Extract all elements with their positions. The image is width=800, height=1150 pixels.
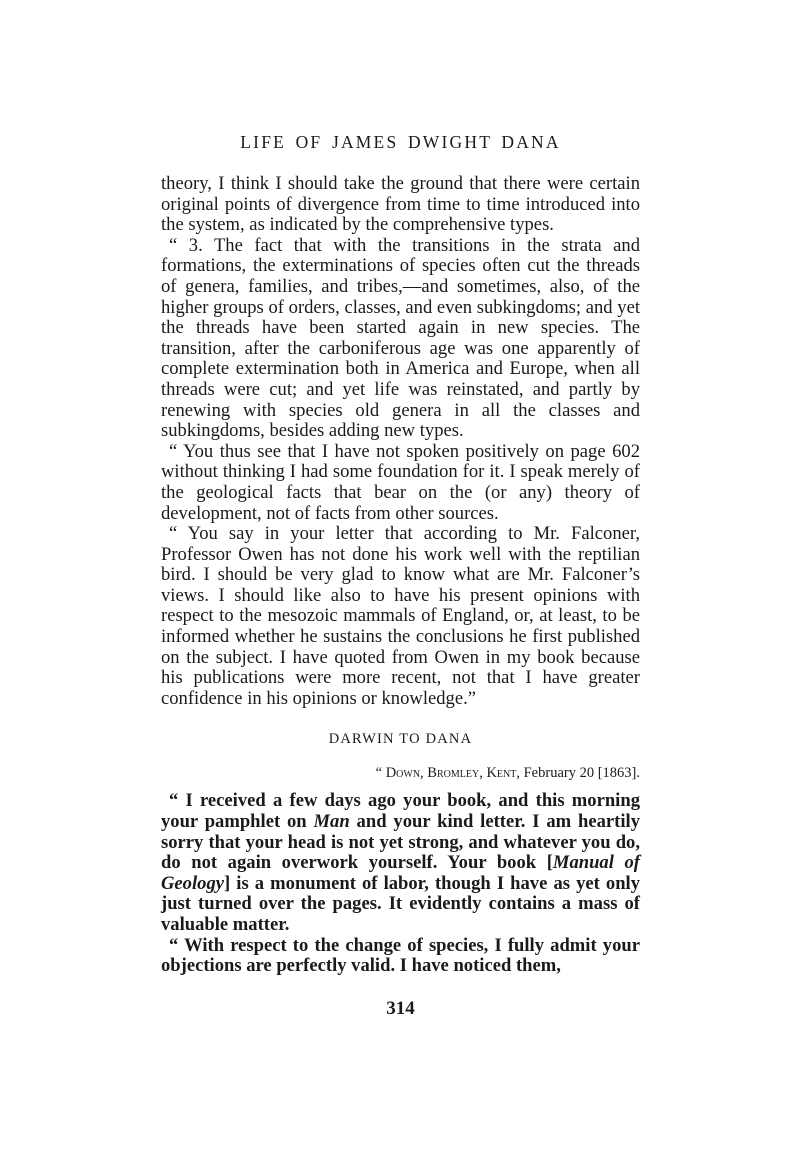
paragraph-theory-continued: theory, I think I should take the ground that there were certain original points of divergence from time to time introduced into the system, as indicated by the comprehensive types. xyxy=(161,173,640,236)
letter-dateline xyxy=(161,763,640,783)
received-book-text-b: and your kind letter. I am heartily sorry that your head is not yet strong, and whatever you do, do not again overwork yourself. Your book [ xyxy=(161,811,641,874)
darwin-letter xyxy=(161,791,640,976)
title-man: Man xyxy=(313,811,350,833)
paragraph-page-602: “ You thus see that I have not spoken positively on page 602 without thinking I had some foundation for it. I speak merely of the geological facts that bear on the (or any) theory of development, not of facts from other sources. xyxy=(161,440,640,524)
page-body xyxy=(161,174,640,977)
paragraph-received-book xyxy=(161,791,640,935)
letter-heading: DARWIN TO DANA xyxy=(328,731,473,748)
running-head: LIFE OF JAMES DWIGHT DANA xyxy=(240,132,561,152)
title-manual-of-geology: Manual of Geology xyxy=(161,852,640,894)
paragraph-falconer: “ You say in your letter that according to Mr. Falconer, Professor Owen has not done his work well with the reptilian bird. I should be very glad to know what are Mr. Falconer’s views. I should like also to have his present opinions with respect to the mesozoic mammals of England, or, at least, to be informed whether he sustains the conclusions he first published on the subject. I have quoted from Owen in my book because his publications were more recent, not that I have greater confidence in his opinions or knowledge.” xyxy=(161,523,640,709)
paragraph-change-of-species: “ With respect to the change of species, I fully admit your objections are perfectly valid. I have noticed them, xyxy=(161,934,640,977)
dateline-date: February 20 [1863]. xyxy=(519,765,640,782)
received-book-text-c: ] is a monument of labor, though I have as yet only just turned over the pages. It evidently contains a mass of valuable matter. xyxy=(161,872,640,935)
page-number: 314 xyxy=(386,998,415,1019)
paragraph-point-three: “ 3. The fact that with the transitions in the strata and formations, the exterminations of species often cut the threads of genera, families, and tribes,—and sometimes, also, of the higher groups of orders, classes, and even subkingdoms; and yet the threads have been started again in new species. The transition, after the carboniferous age was one apparently of complete extermination both in America and Europe, when all threads were cut; and yet life was reinstated, and partly by renewing with species old genera in all the classes and subkingdoms, besides adding new types. xyxy=(161,234,640,442)
book-page xyxy=(161,0,640,1150)
dateline-place: Down, Bromley, Kent, xyxy=(385,765,520,782)
received-book-text-a: “ I received a few days ago your book, and this morning your pamphlet on xyxy=(161,790,640,833)
dateline-open-quote: “ xyxy=(375,765,386,782)
